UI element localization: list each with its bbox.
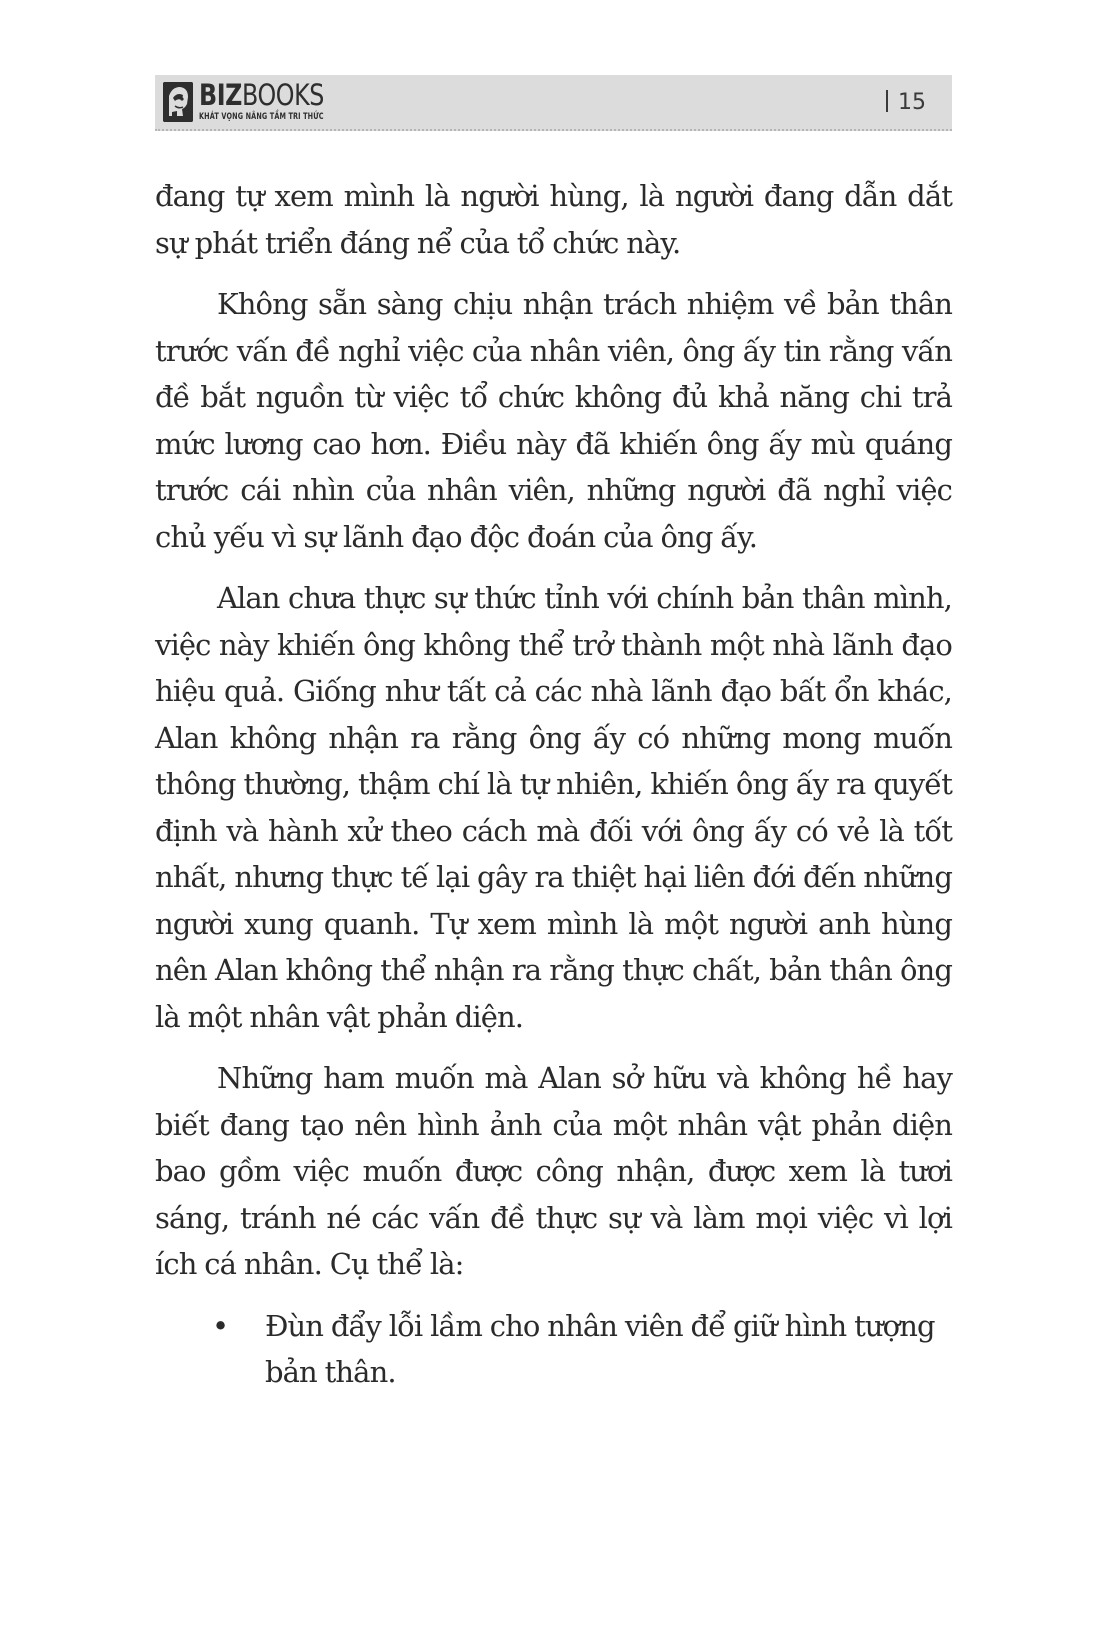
page-number-value: 15 — [898, 90, 926, 115]
page-number — [886, 90, 926, 116]
paragraph: Alan chưa thực sự thức tỉnh với chính bản thân mình, việc này khiến ông không thể trở thành một nhà lãnh đạo hiệu quả. Giống như tất cả các nhà lãnh đạo bất ổn khác, Alan không nhận ra rằng ông ấy có những mong muốn thông thường, thậm chí là tự nhiên, khiến ông ấy ra quyết định và hành xử theo cách mà đối với ông ấy có vẻ là tốt nhất, nhưng thực tế lại gây ra thiệt hại liên đới đến những người xung quanh. Tự xem mình là một người anh hùng nên Alan không thể nhận ra rằng thực chất, bản thân ông là một nhân vật phản diện. — [155, 581, 952, 1034]
bizbooks-logo-icon — [163, 82, 193, 122]
brand-name — [199, 80, 324, 110]
running-header — [155, 75, 952, 131]
page-number-separator — [886, 90, 888, 112]
bullet-marker: • — [212, 1308, 229, 1343]
brand-name-light: BOOKS — [241, 78, 324, 112]
bullet-list-item — [155, 1303, 952, 1396]
paragraph-continuation: đang tự xem mình là người hùng, là người đang dẫn dắt sự phát triển đáng nể của tổ chức này. — [155, 179, 952, 260]
brand-name-bold: BIZ — [199, 78, 242, 112]
paragraph: Những ham muốn mà Alan sở hữu và không hề hay biết đang tạo nên hình ảnh của một nhân vật phản diện bao gồm việc muốn được công nhận, được xem là tươi sáng, tránh né các vấn đề thực sự và làm mọi việc vì lợi ích cá nhân. Cụ thể là: — [155, 1061, 952, 1281]
brand-tagline: KHÁT VỌNG NÂNG TẦM TRI THỨC — [199, 112, 324, 122]
bullet-text: Đùn đẩy lỗi lầm cho nhân viên để giữ hình tượng bản thân. — [265, 1308, 935, 1389]
page-body — [155, 173, 952, 1396]
paragraph: Không sẵn sàng chịu nhận trách nhiệm về bản thân trước vấn đề nghỉ việc của nhân viên, ông ấy tin rằng vấn đề bắt nguồn từ việc tổ chức không đủ khả năng chi trả mức lương cao hơn. Điều này đã khiến ông ấy mù quáng trước cái nhìn của nhân viên, những người đã nghỉ việc chủ yếu vì sự lãnh đạo độc đoán của ông ấy. — [155, 287, 952, 554]
